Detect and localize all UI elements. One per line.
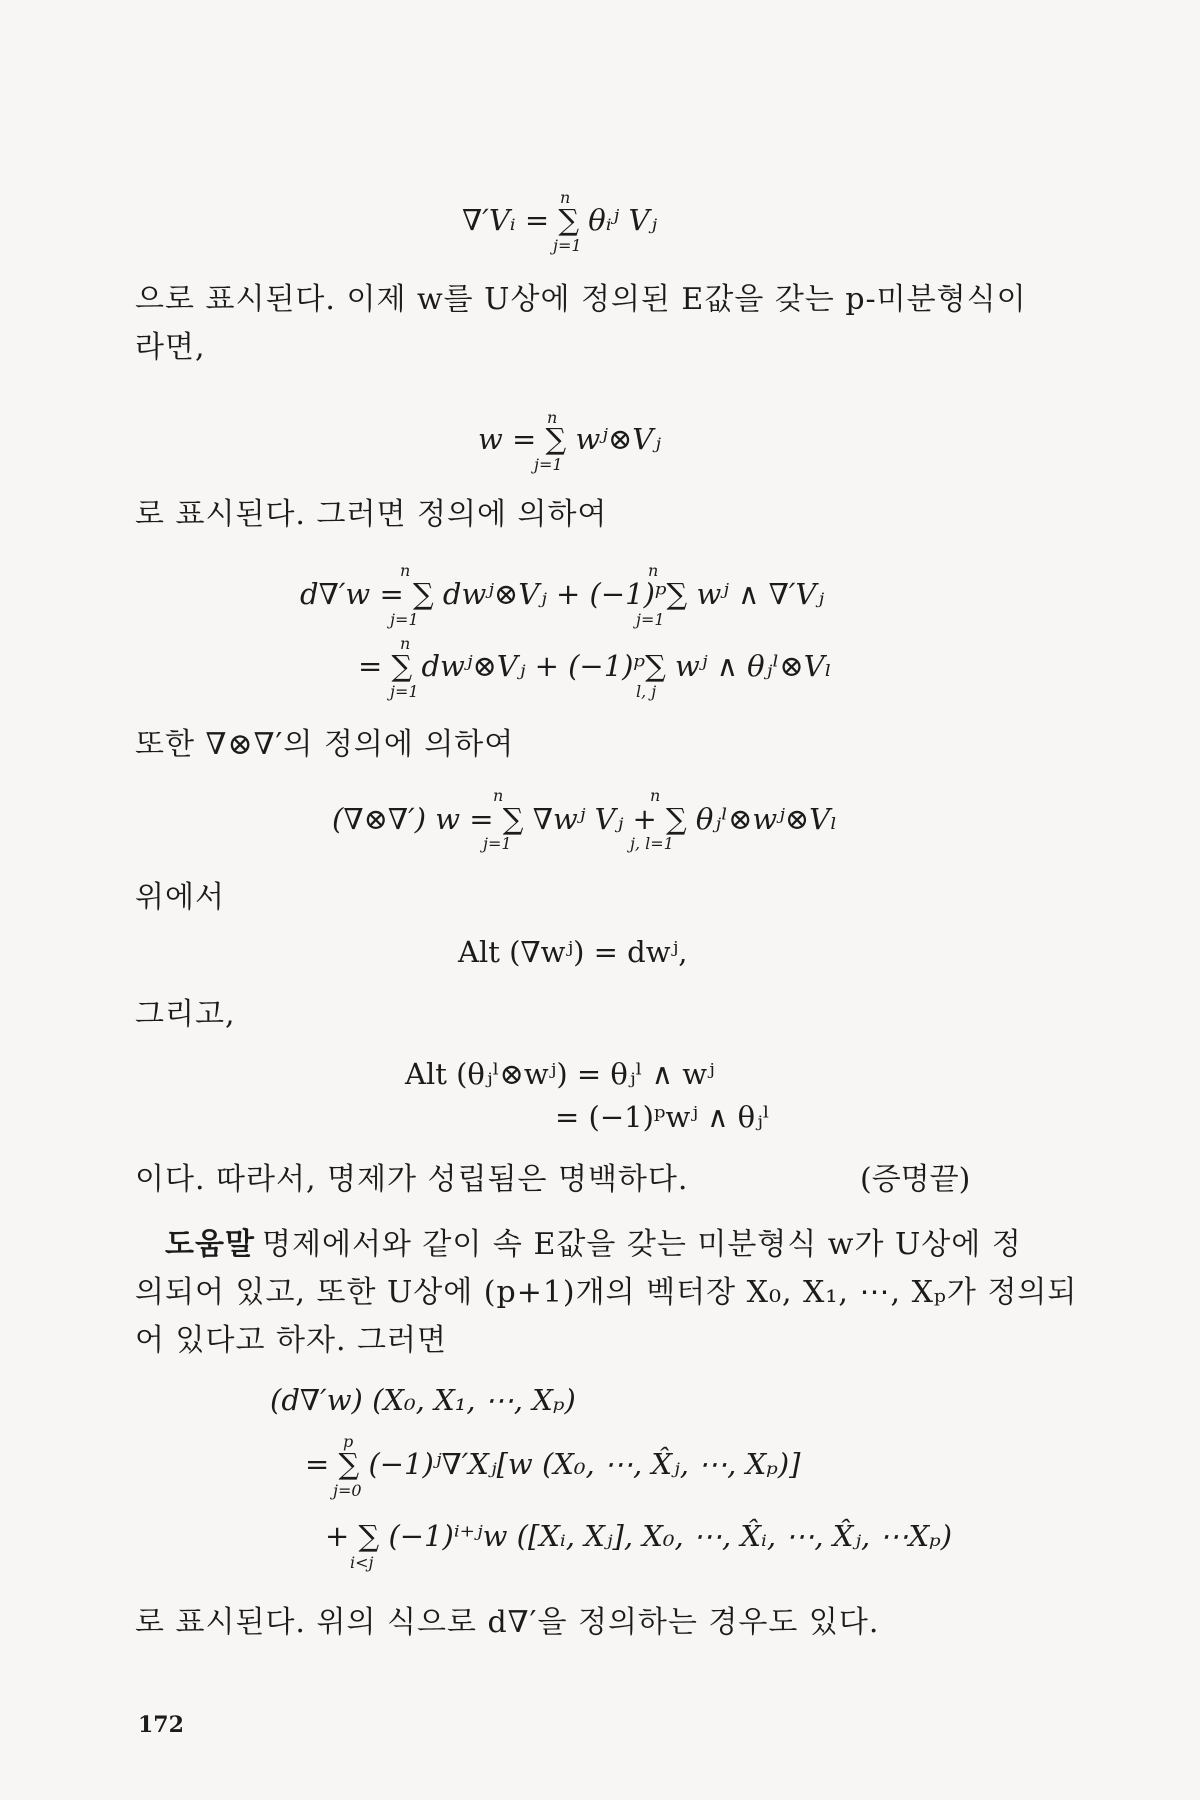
equation-7-line-2: = ∑ (−1)ʲ∇′Xⱼ[w (X₀, ⋯, X̂ⱼ, ⋯, Xₚ)]: [305, 1447, 801, 1481]
paragraph-1-line-1: 으로 표시된다. 이제 w를 U상에 정의된 E값을 갖는 p-미분형식이: [135, 282, 1027, 317]
eq3-l1-sum1-lower: j=1: [390, 610, 419, 629]
page-number: 172: [138, 1712, 184, 1738]
equation-2: w = ∑ wʲ⊗Vⱼ: [478, 422, 661, 456]
eq2-sum-upper: n: [547, 408, 558, 427]
eq4-sum2-lower: j, l=1: [630, 834, 674, 853]
equation-3-line-1: d∇′w = ∑ dwʲ⊗Vⱼ + (−1)ᵖ∑ wʲ ∧ ∇′Vⱼ: [300, 577, 825, 611]
equation-1: ∇′Vᵢ = ∑ θᵢʲ Vⱼ: [462, 203, 658, 237]
eq4-sum2-upper: n: [650, 786, 661, 805]
paragraph-5: 그리고,: [135, 997, 236, 1032]
eq2-sum-lower: j=1: [534, 455, 563, 474]
equation-7-line-1: (d∇′w) (X₀, X₁, ⋯, Xₚ): [270, 1383, 576, 1417]
eq3-l1-sum2-upper: n: [648, 561, 659, 580]
eq7-l2-sum-upper: p: [343, 1432, 354, 1451]
eq3-l1-sum1-upper: n: [400, 561, 411, 580]
eq3-l1-sum2-lower: j=1: [636, 610, 665, 629]
eq7-l2-sum-lower: j=0: [333, 1481, 362, 1500]
paragraph-1-line-2: 라면,: [135, 330, 206, 365]
equation-7-line-3: + ∑ (−1)ⁱ⁺ʲw ([Xᵢ, Xⱼ], X₀, ⋯, X̂ᵢ, ⋯, X̂ⱼ, ⋯Xₚ): [325, 1519, 953, 1553]
equation-5: Alt (∇wʲ) = dwʲ,: [458, 935, 688, 969]
equation-3-line-2: = ∑ dwʲ⊗Vⱼ + (−1)ᵖ∑ wʲ ∧ θⱼˡ⊗Vₗ: [358, 649, 832, 683]
eq4-sum1-lower: j=1: [483, 834, 512, 853]
eq3-l2-sum1-upper: n: [400, 634, 411, 653]
eq3-l2-sum2-lower: l, j: [636, 682, 657, 701]
equation-6-line-1: Alt (θⱼˡ⊗wʲ) = θⱼˡ ∧ wʲ: [405, 1057, 715, 1091]
remark-line-2: 의되어 있고, 또한 U상에 (p+1)개의 벡터장 X₀, X₁, ⋯, Xₚ가 정의되: [135, 1275, 1078, 1310]
paragraph-2: 로 표시된다. 그러면 정의에 의하여: [135, 497, 608, 532]
equation-4: (∇⊗∇′) w = ∑ ∇wʲ Vⱼ + ∑ θⱼˡ⊗wʲ⊗Vₗ: [332, 802, 838, 836]
eq1-sum-lower: j=1: [553, 236, 582, 255]
eq7-l3-sum-lower: i<j: [350, 1553, 374, 1572]
paragraph-4: 위에서: [135, 880, 225, 915]
eq3-l2-sum1-lower: j=1: [390, 682, 419, 701]
remark-line-3: 어 있다고 하자. 그러면: [135, 1323, 447, 1358]
remark-line-1: 명제에서와 같이 속 E값을 갖는 미분형식 w가 U상에 정: [262, 1227, 1022, 1262]
paragraph-7: 로 표시된다. 위의 식으로 d∇′을 정의하는 경우도 있다.: [135, 1605, 880, 1640]
eq4-sum1-upper: n: [493, 786, 504, 805]
remark-label: 도움말: [165, 1227, 255, 1262]
paragraph-6: 이다. 따라서, 명제가 성립됨은 명백하다.: [135, 1162, 689, 1197]
eq1-sum-upper: n: [560, 188, 571, 207]
equation-6-line-2: = (−1)ᵖwʲ ∧ θⱼˡ: [555, 1100, 770, 1134]
qed-mark: (증명끝): [860, 1162, 971, 1197]
paragraph-3: 또한 ∇⊗∇′의 정의에 의하여: [135, 727, 515, 762]
